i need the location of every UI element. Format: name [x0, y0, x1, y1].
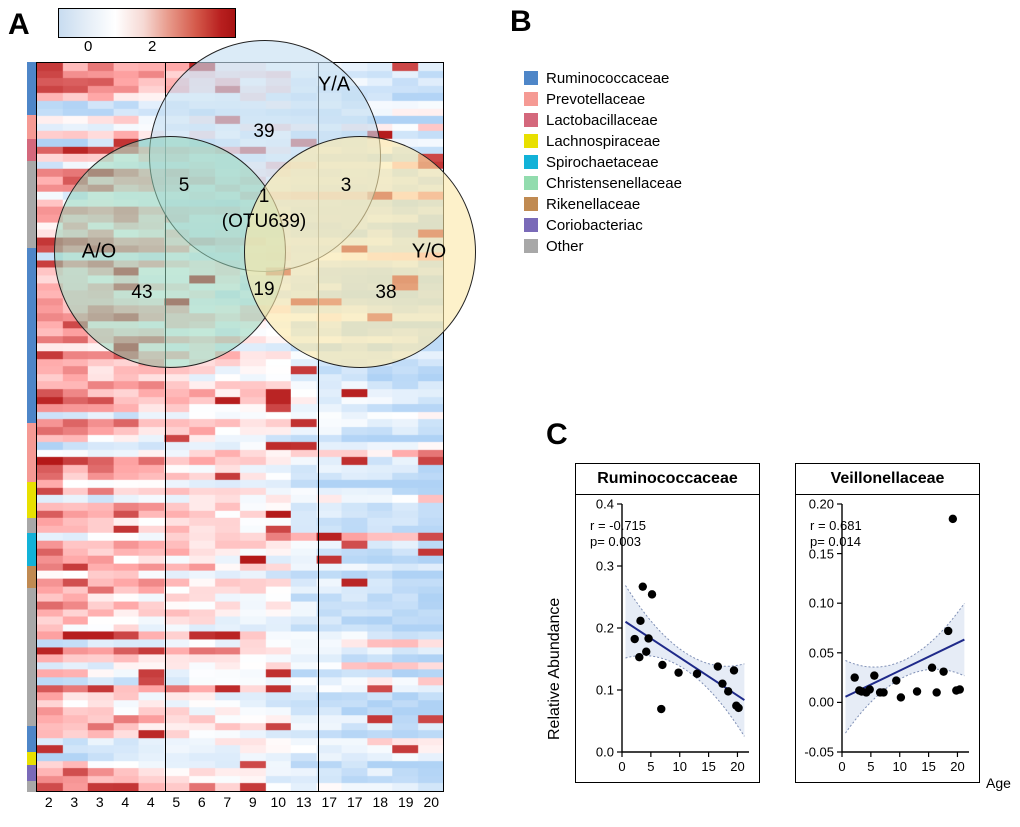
scatter-point [658, 661, 666, 669]
scatter-point [932, 688, 940, 696]
panel-b-letter: B [510, 5, 532, 38]
venn-diagram [24, 40, 494, 360]
scatter-y-tick-label: 0.00 [808, 694, 834, 710]
scatter-veillonellaceae [795, 463, 980, 783]
scatter-point [897, 693, 905, 701]
legend-label: Lactobacillaceae [546, 111, 658, 129]
heatmap-row-annotation-segment [27, 781, 36, 792]
scatter-y-tick-label: 0.05 [808, 645, 834, 661]
scatter-point [866, 685, 874, 693]
scatter-point [949, 515, 957, 523]
scatter-ruminococcaceae [575, 463, 760, 783]
heatmap-x-label: 7 [223, 794, 232, 810]
scatter-point [892, 676, 900, 684]
venn-count-ao-only: 43 [131, 282, 153, 303]
scatter-point [913, 687, 921, 695]
venn-label-ao: A/O [81, 240, 117, 263]
venn-count-ya-yo: 3 [340, 175, 352, 196]
panel-b-venn [505, 0, 1020, 400]
scatter-y-tick-label: 0.0 [595, 744, 614, 760]
scatter-point [734, 704, 742, 712]
scatter-x-tick-label: 15 [701, 759, 716, 774]
colorbar-tick-1: 2 [148, 38, 157, 55]
heatmap-row-annotation-segment [27, 482, 36, 519]
heatmap-x-label: 3 [95, 794, 104, 810]
heatmap-x-label: 18 [372, 794, 389, 810]
venn-count-ao-yo: 19 [253, 279, 275, 300]
scatter-point [928, 663, 936, 671]
scatter-x-tick-label: 10 [892, 759, 907, 774]
venn-count-ya-only: 39 [253, 121, 275, 142]
scatter-point [939, 667, 947, 675]
scatter-y-axis-title: Relative Abundance [546, 597, 563, 740]
scatter-y-tick-label: 0.3 [595, 558, 614, 574]
heatmap-x-axis-labels [36, 794, 444, 816]
scatter-stat-r-1: r = 0.681 p= 0.014 [810, 518, 862, 549]
scatter-title-1: Veillonellaceae [796, 464, 979, 495]
scatter-plot-area-1 [796, 494, 979, 782]
scatter-plot-area-0 [576, 494, 759, 782]
scatter-x-tick-label: 0 [618, 759, 626, 774]
scatter-x-tick-label: 5 [647, 759, 655, 774]
heatmap-x-label: 4 [121, 794, 130, 810]
scatter-y-tick-label: 0.4 [595, 496, 614, 512]
scatter-x-tick-label: 15 [921, 759, 936, 774]
venn-count-yo-only: 38 [375, 282, 397, 303]
scatter-x-tick-label: 5 [867, 759, 875, 774]
heatmap-x-label: 13 [295, 794, 312, 810]
legend-label: Coriobacteriac [546, 216, 643, 234]
scatter-point [674, 668, 682, 676]
legend-label: Spirochaetaceae [546, 153, 659, 171]
scatter-point [851, 673, 859, 681]
heatmap-row-annotation-segment [27, 518, 36, 533]
legend-label: Other [546, 237, 584, 255]
scatter-point [730, 666, 738, 674]
scatter-y-tick-label: 0.1 [595, 682, 614, 698]
heatmap-row-annotation-segment [27, 726, 36, 752]
scatter-point [870, 671, 878, 679]
scatter-point [642, 647, 650, 655]
scatter-y-tick-label: -0.05 [804, 744, 834, 760]
scatter-point [879, 688, 887, 696]
scatter-svg-1 [796, 494, 979, 782]
venn-label-yo: Y/O [411, 240, 447, 263]
venn-label-ya: Y/A [317, 73, 351, 96]
heatmap-x-label: 2 [44, 794, 53, 810]
scatter-point [639, 582, 647, 590]
panel-a-letter: A [8, 8, 30, 41]
scatter-y-tick-label: 0.15 [808, 546, 834, 562]
panel-c-letter: C [546, 418, 568, 451]
venn-count-ya-ao: 5 [178, 175, 190, 196]
scatter-y-tick-label: 0.2 [595, 620, 614, 636]
scatter-title-0: Ruminococcaceae [576, 464, 759, 495]
colorbar-tick-0: 0 [84, 38, 93, 55]
scatter-x-tick-label: 0 [838, 759, 846, 774]
scatter-point [644, 634, 652, 642]
heatmap-x-label: 6 [197, 794, 206, 810]
heatmap-row-annotation-segment [27, 765, 36, 781]
venn-otu-note: (OTU639) [221, 211, 307, 232]
scatter-stat-r-0: r = -0.715 p= 0.003 [590, 518, 647, 549]
heatmap-x-label: 20 [423, 794, 440, 810]
heatmap-row-annotation-segment [27, 566, 36, 588]
heatmap-row-annotation-segment [27, 752, 36, 765]
heatmap-row-annotation-segment [27, 423, 36, 481]
scatter-point [693, 670, 701, 678]
legend-label: Christensenellaceae [546, 174, 682, 192]
heatmap-x-label: 10 [270, 794, 287, 810]
heatmap-row-annotation-segment [27, 533, 36, 566]
heatmap-x-label: 17 [346, 794, 363, 810]
legend-label: Lachnospiraceae [546, 132, 661, 150]
scatter-y-tick-label: 0.20 [808, 496, 834, 512]
scatter-point [648, 590, 656, 598]
scatter-x-axis-title: Age [986, 775, 1011, 791]
scatter-x-tick-label: 20 [950, 759, 965, 774]
legend-label: Prevotellaceae [546, 90, 646, 108]
scatter-point [956, 685, 964, 693]
scatter-point [944, 627, 952, 635]
colorbar-gradient [58, 8, 236, 38]
heatmap-x-label: 5 [172, 794, 181, 810]
scatter-point [714, 662, 722, 670]
scatter-point [635, 653, 643, 661]
legend-label: Ruminococcaceae [546, 69, 670, 87]
scatter-svg-0 [576, 494, 759, 782]
scatter-x-tick-label: 20 [730, 759, 745, 774]
heatmap-x-label: 3 [70, 794, 79, 810]
scatter-point [718, 679, 726, 687]
venn-count-all-three: 1 [258, 186, 270, 207]
heatmap-x-label: 4 [146, 794, 155, 810]
scatter-point [636, 617, 644, 625]
scatter-x-tick-label: 10 [672, 759, 687, 774]
heatmap-x-label: 19 [397, 794, 414, 810]
scatter-point [657, 705, 665, 713]
heatmap-x-label: 17 [321, 794, 338, 810]
legend-label: Rikenellaceae [546, 195, 641, 213]
heatmap-row-annotation-segment [27, 588, 36, 727]
scatter-point [631, 635, 639, 643]
scatter-point [724, 687, 732, 695]
heatmap-colorbar [58, 8, 236, 38]
heatmap-x-label: 9 [248, 794, 257, 810]
scatter-y-tick-label: 0.10 [808, 595, 834, 611]
